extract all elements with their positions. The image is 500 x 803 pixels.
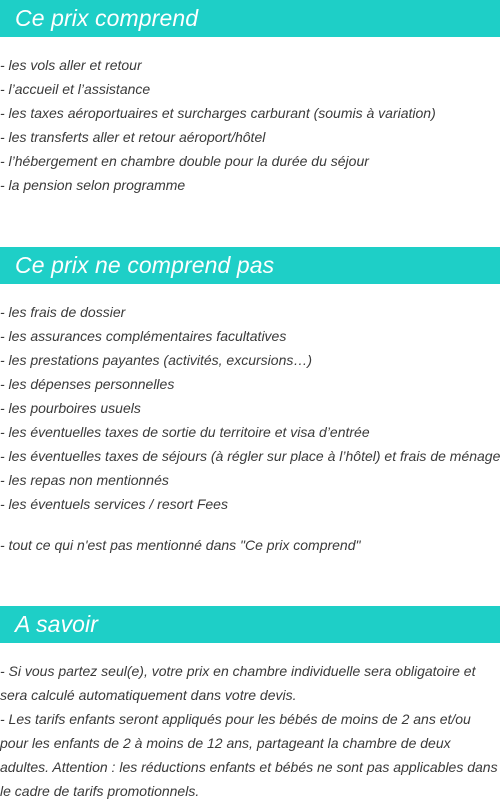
list-item: - les repas non mentionnés: [0, 472, 169, 488]
section-header-included: Ce prix comprend: [0, 0, 500, 37]
children-rates-paragraph: - Les tarifs enfants seront appliqués pour les bébés de moins de 2 ans et/ou pour les enfants de 2 à moins de 12 ans, partageant la chambre de deux adultes. Attention : les réductions enfants et bébés ne sont pas applicables dans le cadre de tarifs promotionnels.: [0, 711, 498, 799]
list-item: - les éventuels services / resort Fees: [0, 496, 228, 512]
included-list: [0, 53, 500, 197]
list-item: - les pourboires usuels: [0, 400, 141, 416]
section-header-good-to-know: A savoir: [0, 606, 500, 643]
not-mentioned-note: - tout ce qui n'est pas mentionné dans "Ce prix comprend": [0, 537, 361, 553]
list-item: - les transferts aller et retour aéroport/hôtel: [0, 129, 266, 145]
list-item: - les dépenses personnelles: [0, 376, 175, 392]
single-room-paragraph: - Si vous partez seul(e), votre prix en chambre individuelle sera obligatoire et sera calculé automatiquement dans votre devis.: [0, 663, 476, 703]
list-item: - les prestations payantes (activités, excursions…): [0, 352, 313, 368]
list-item: - les éventuelles taxes de sortie du territoire et visa d’entrée: [0, 424, 370, 440]
list-item: - les frais de dossier: [0, 304, 126, 320]
list-item: - l’hébergement en chambre double pour la durée du séjour: [0, 153, 369, 169]
section-header-not-included: Ce prix ne comprend pas: [0, 247, 500, 284]
list-item: - l’accueil et l’assistance: [0, 81, 151, 97]
list-item: - la pension selon programme: [0, 177, 186, 193]
list-item: - les taxes aéroportuaires et surcharges carburant (soumis à variation): [0, 105, 436, 121]
not-included-list: [0, 300, 500, 516]
list-item: - les vols aller et retour: [0, 57, 142, 73]
good-to-know-text: [0, 659, 500, 803]
list-item: - les éventuelles taxes de séjours (à régler sur place à l’hôtel) et frais de ménage: [0, 448, 500, 464]
list-item: - les assurances complémentaires facultatives: [0, 328, 287, 344]
